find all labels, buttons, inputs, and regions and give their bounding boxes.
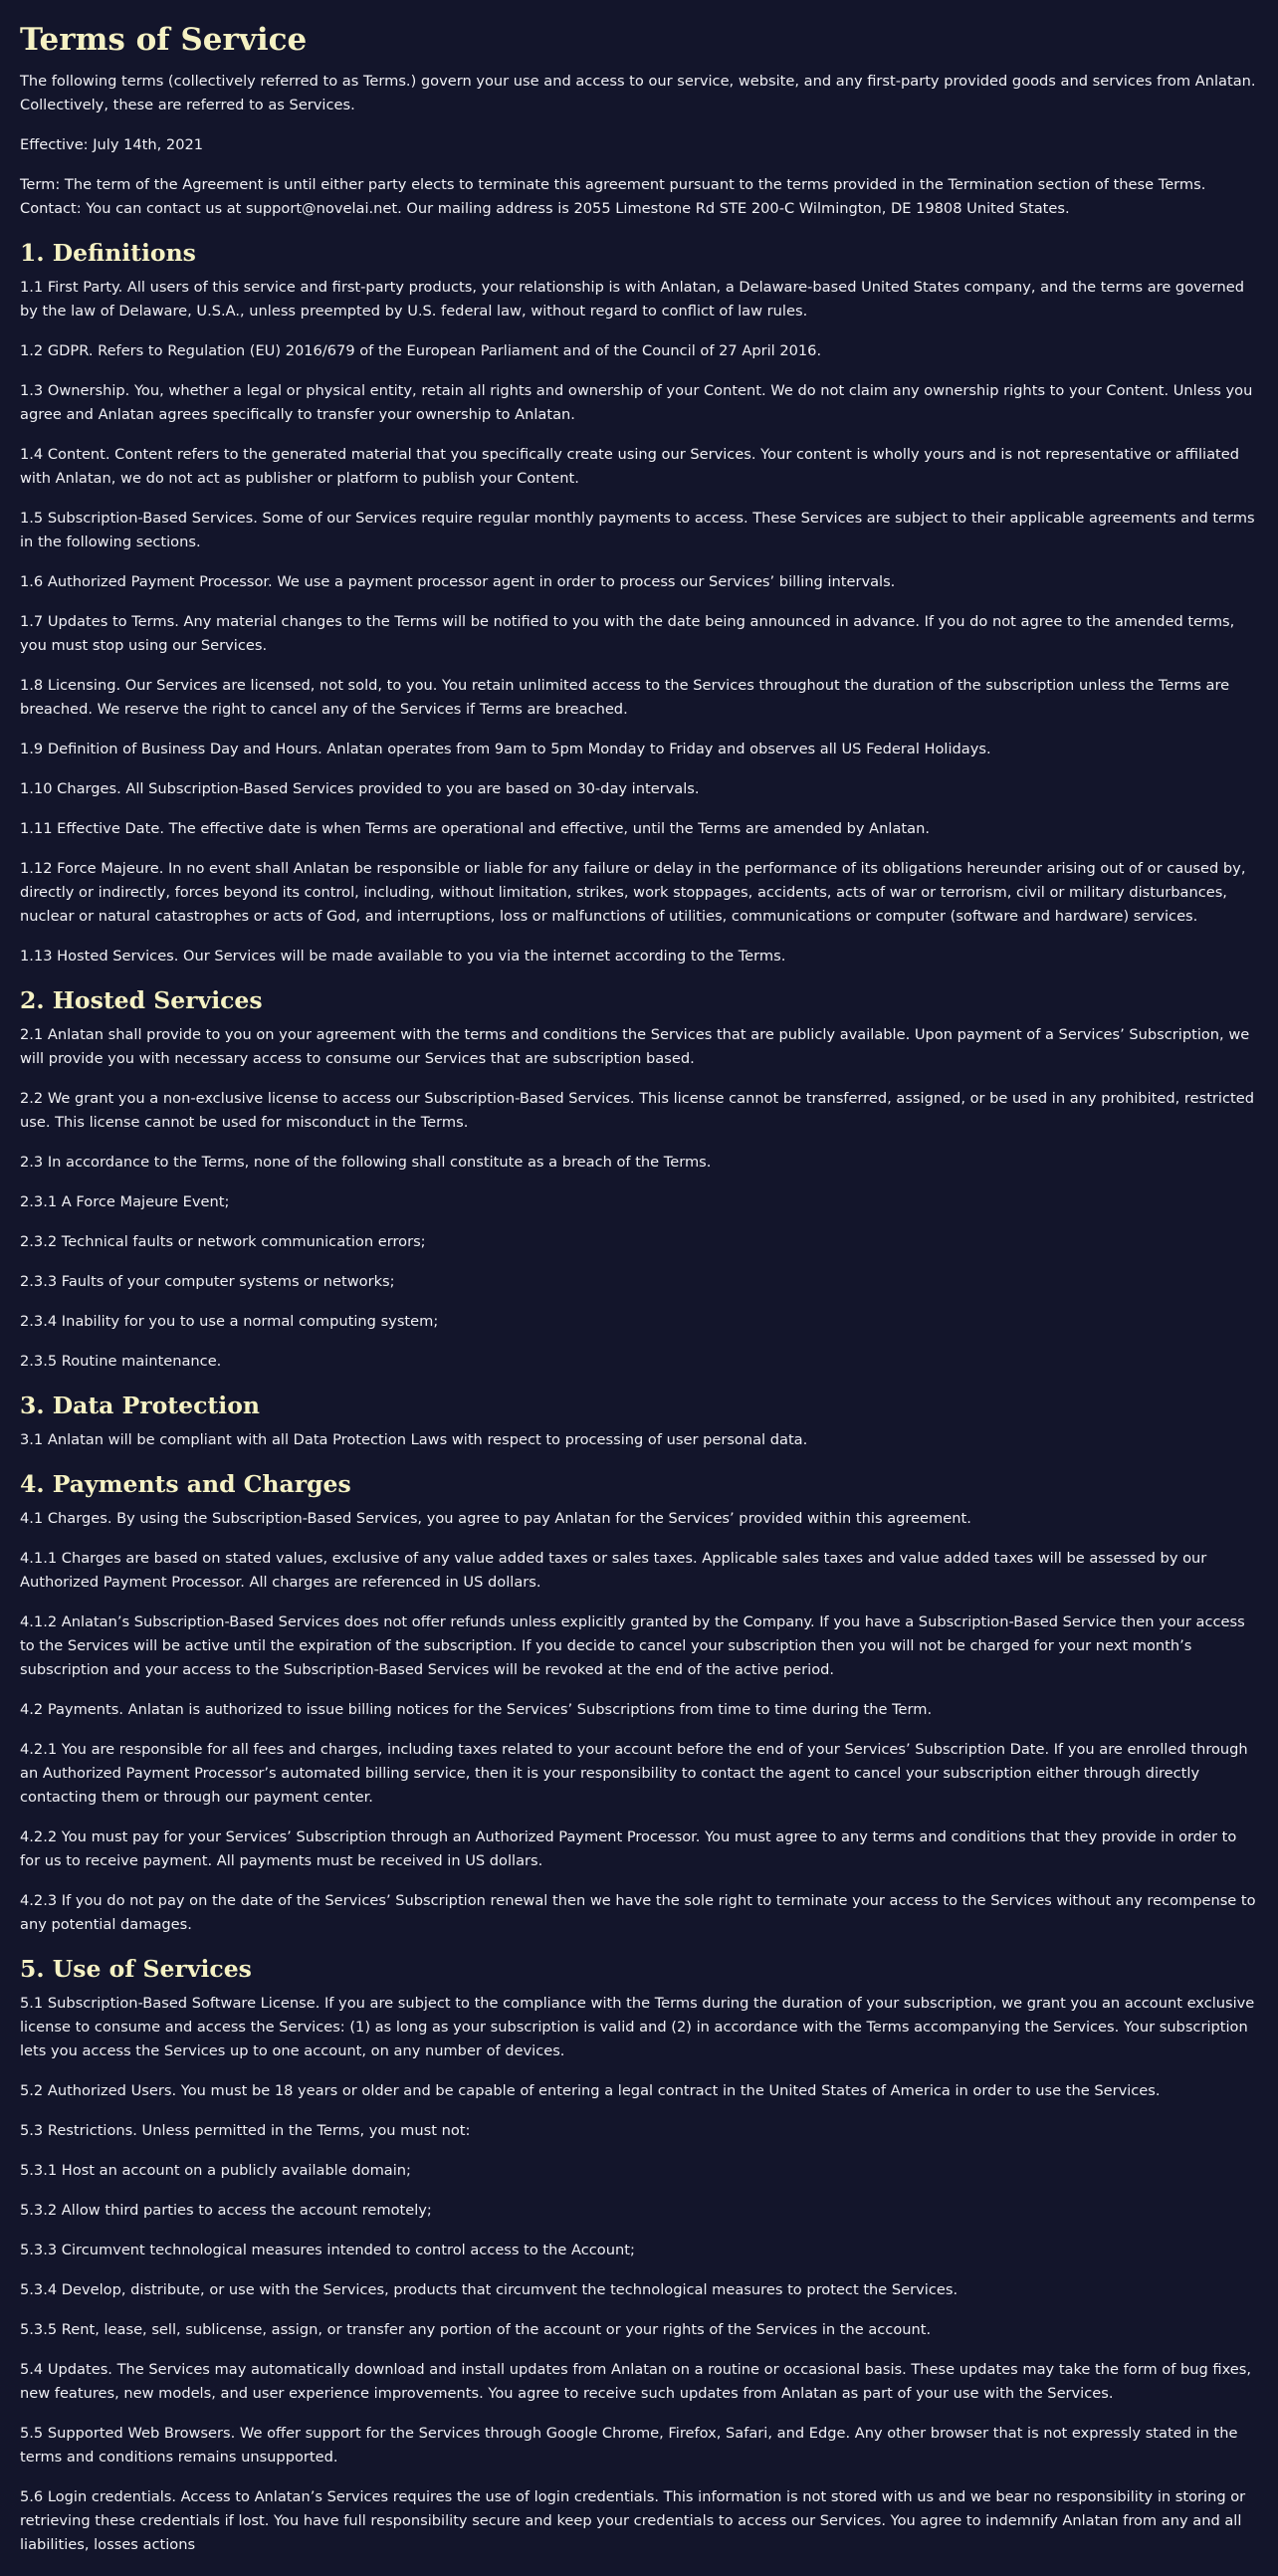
- clause-paragraph: 5.3 Restrictions. Unless permitted in the Terms, you must not:: [20, 2122, 471, 2139]
- section: [20, 1469, 1258, 1937]
- clause-paragraph: 4.1.1 Charges are based on stated values, exclusive of any value added taxes or sales taxes. Applicable sales taxes and value added taxes will be assessed by our Authorized Payment Processor. All charges are referenced in US dollars.: [20, 1550, 1207, 1591]
- clause-paragraph: 5.1 Subscription-Based Software License. If you are subject to the compliance with the Terms during the duration of your subscription, we grant you an account exclusive license to consume and access the Services: (1) as long as your subscription is valid and (2) in accordance with the Terms accompanying the Services. Your subscription lets you access the Services up to one account, on any number of devices.: [20, 1995, 1255, 2059]
- section-heading: 1. Definitions: [20, 239, 196, 267]
- clause-paragraph: 2.3 In accordance to the Terms, none of the following shall constitute as a breach of the Terms.: [20, 1154, 712, 1171]
- intro: [20, 70, 1258, 221]
- clause-paragraph: 4.2.2 You must pay for your Services’ Subscription through an Authorized Payment Processor. You must agree to any terms and conditions that they provide in order to for us to receive payment. All payments must be received in US dollars.: [20, 1828, 1237, 1869]
- section: [20, 1954, 1258, 2557]
- section-heading: 4. Payments and Charges: [20, 1470, 351, 1498]
- clause-paragraph: 2.3.3 Faults of your computer systems or networks;: [20, 1273, 395, 1290]
- intro-paragraph: Effective: July 14th, 2021: [20, 136, 204, 153]
- clause-paragraph: 1.7 Updates to Terms. Any material changes to the Terms will be notified to you with the date being announced in advance. If you do not agree to the amended terms, you must stop using our Services.: [20, 613, 1235, 654]
- clause-paragraph: 1.13 Hosted Services. Our Services will be made available to you via the internet according to the Terms.: [20, 948, 786, 965]
- section: [20, 985, 1258, 1374]
- clause-paragraph: 4.1.2 Anlatan’s Subscription-Based Services does not offer refunds unless explicitly granted by the Company. If you have a Subscription-Based Service then your access to the Services will be active until the expiration of the subscription. If you decide to cancel your subscription then you will not be charged for your next month’s subscription and your access to the Subscription-Based Services will be revoked at the end of the active period.: [20, 1613, 1245, 1678]
- clause-paragraph: 2.3.2 Technical faults or network communication errors;: [20, 1233, 426, 1250]
- clause-paragraph: 1.8 Licensing. Our Services are licensed, not sold, to you. You retain unlimited access to the Services throughout the duration of the subscription unless the Terms are breached. We reserve the right to cancel any of the Services if Terms are breached.: [20, 677, 1230, 718]
- clause-paragraph: 3.1 Anlatan will be compliant with all Data Protection Laws with respect to processing of user personal data.: [20, 1431, 808, 1448]
- intro-paragraph: Term: The term of the Agreement is until either party elects to terminate this agreement pursuant to the terms provided in the Termination section of these Terms. Contact: You can contact us at support@novelai.net. Our mailing address is 2055 Limestone Rd STE 200-C Wilmington, DE 19808 United States.: [20, 176, 1206, 217]
- page-title: Terms of Service: [20, 22, 308, 58]
- clause-paragraph: 4.2.1 You are responsible for all fees and charges, including taxes related to your account before the end of your Services’ Subscription Date. If you are enrolled through an Authorized Payment Processor’s automated billing service, then it is your responsibility to contact the agent to cancel your subscription either through directly contacting them or through our payment center.: [20, 1741, 1248, 1806]
- sections: [20, 238, 1258, 2557]
- clause-paragraph: 2.2 We grant you a non-exclusive license to access our Subscription-Based Services. This license cannot be transferred, assigned, or be used in any prohibited, restricted use. This license cannot be used for misconduct in the Terms.: [20, 1090, 1254, 1131]
- section-heading: 5. Use of Services: [20, 1955, 252, 1983]
- clause-paragraph: 1.10 Charges. All Subscription-Based Services provided to you are based on 30-day intervals.: [20, 780, 700, 797]
- clause-paragraph: 5.6 Login credentials. Access to Anlatan’s Services requires the use of login credentials. This information is not stored with us and we bear no responsibility in storing or retrieving these credentials if lost. You have full responsibility secure and keep your credentials to access our Services. You agree to indemnify Anlatan from any and all liabilities, losses actions: [20, 2488, 1246, 2553]
- clause-paragraph: 1.12 Force Majeure. In no event shall Anlatan be responsible or liable for any failure or delay in the performance of its obligations hereunder arising out of or caused by, directly or indirectly, forces beyond its control, including, without limitation, strikes, work stoppages, accidents, acts of war or terrorism, civil or military disturbances, nuclear or natural catastrophes or acts of God, and interruptions, loss or malfunctions of utilities, communications or computer (software and hardware) services.: [20, 860, 1246, 925]
- clause-paragraph: 2.3.1 A Force Majeure Event;: [20, 1193, 230, 1210]
- clause-paragraph: 5.3.5 Rent, lease, sell, sublicense, assign, or transfer any portion of the account or your rights of the Services in the account.: [20, 2321, 932, 2338]
- clause-paragraph: 5.3.2 Allow third parties to access the account remotely;: [20, 2202, 432, 2219]
- clause-paragraph: 2.3.5 Routine maintenance.: [20, 1353, 222, 1370]
- terms-page: [0, 20, 1278, 2557]
- clause-paragraph: 2.1 Anlatan shall provide to you on your agreement with the terms and conditions the Services that are publicly available. Upon payment of a Services’ Subscription, we will provide you with necessary access to consume our Services that are subscription based.: [20, 1026, 1250, 1067]
- clause-paragraph: 5.2 Authorized Users. You must be 18 years or older and be capable of entering a legal contract in the United States of America in order to use the Services.: [20, 2082, 1161, 2099]
- clause-paragraph: 5.3.3 Circumvent technological measures intended to control access to the Account;: [20, 2242, 635, 2258]
- section: [20, 238, 1258, 968]
- clause-paragraph: 1.2 GDPR. Refers to Regulation (EU) 2016/679 of the European Parliament and of the Council of 27 April 2016.: [20, 342, 822, 359]
- clause-paragraph: 5.4 Updates. The Services may automatically download and install updates from Anlatan on a routine or occasional basis. These updates may take the form of bug fixes, new features, new models, and user experience improvements. You agree to receive such updates from Anlatan as part of your use with the Services.: [20, 2361, 1252, 2402]
- clause-paragraph: 4.2.3 If you do not pay on the date of the Services’ Subscription renewal then we have the sole right to terminate your access to the Services without any recompense to any potential damages.: [20, 1892, 1256, 1933]
- clause-paragraph: 4.1 Charges. By using the Subscription-Based Services, you agree to pay Anlatan for the Services’ provided within this agreement.: [20, 1510, 971, 1527]
- clause-paragraph: 2.3.4 Inability for you to use a normal computing system;: [20, 1313, 439, 1330]
- section-heading: 3. Data Protection: [20, 1392, 260, 1419]
- clause-paragraph: 1.5 Subscription-Based Services. Some of our Services require regular monthly payments to access. These Services are subject to their applicable agreements and terms in the following sections.: [20, 510, 1255, 550]
- clause-paragraph: 1.1 First Party. All users of this service and first-party products, your relationship is with Anlatan, a Delaware-based United States company, and the terms are governed by the law of Delaware, U.S.A., unless preempted by U.S. federal law, without regard to conflict of law rules.: [20, 279, 1244, 320]
- clause-paragraph: 5.3.4 Develop, distribute, or use with the Services, products that circumvent the technological measures to protect the Services.: [20, 2281, 958, 2298]
- clause-paragraph: 5.5 Supported Web Browsers. We offer support for the Services through Google Chrome, Firefox, Safari, and Edge. Any other browser that is not expressly stated in the terms and conditions remains unsupported.: [20, 2425, 1238, 2466]
- clause-paragraph: 1.11 Effective Date. The effective date is when Terms are operational and effective, until the Terms are amended by Anlatan.: [20, 820, 930, 837]
- clause-paragraph: 1.9 Definition of Business Day and Hours. Anlatan operates from 9am to 5pm Monday to Friday and observes all US Federal Holidays.: [20, 741, 991, 757]
- clause-paragraph: 1.6 Authorized Payment Processor. We use a payment processor agent in order to process our Services’ billing intervals.: [20, 573, 896, 590]
- section: [20, 1391, 1258, 1452]
- intro-paragraph: The following terms (collectively referred to as Terms.) govern your use and access to our service, website, and any first-party provided goods and services from Anlatan. Collectively, these are referred to as Services.: [20, 73, 1256, 113]
- clause-paragraph: 5.3.1 Host an account on a publicly available domain;: [20, 2162, 411, 2179]
- section-heading: 2. Hosted Services: [20, 986, 263, 1014]
- clause-paragraph: 1.4 Content. Content refers to the generated material that you specifically create using our Services. Your content is wholly yours and is not representative or affiliated with Anlatan, we do not act as publisher or platform to publish your Content.: [20, 446, 1239, 487]
- clause-paragraph: 1.3 Ownership. You, whether a legal or physical entity, retain all rights and ownership of your Content. We do not claim any ownership rights to your Content. Unless you agree and Anlatan agrees specifically to transfer your ownership to Anlatan.: [20, 382, 1253, 423]
- clause-paragraph: 4.2 Payments. Anlatan is authorized to issue billing notices for the Services’ Subscriptions from time to time during the Term.: [20, 1701, 933, 1718]
